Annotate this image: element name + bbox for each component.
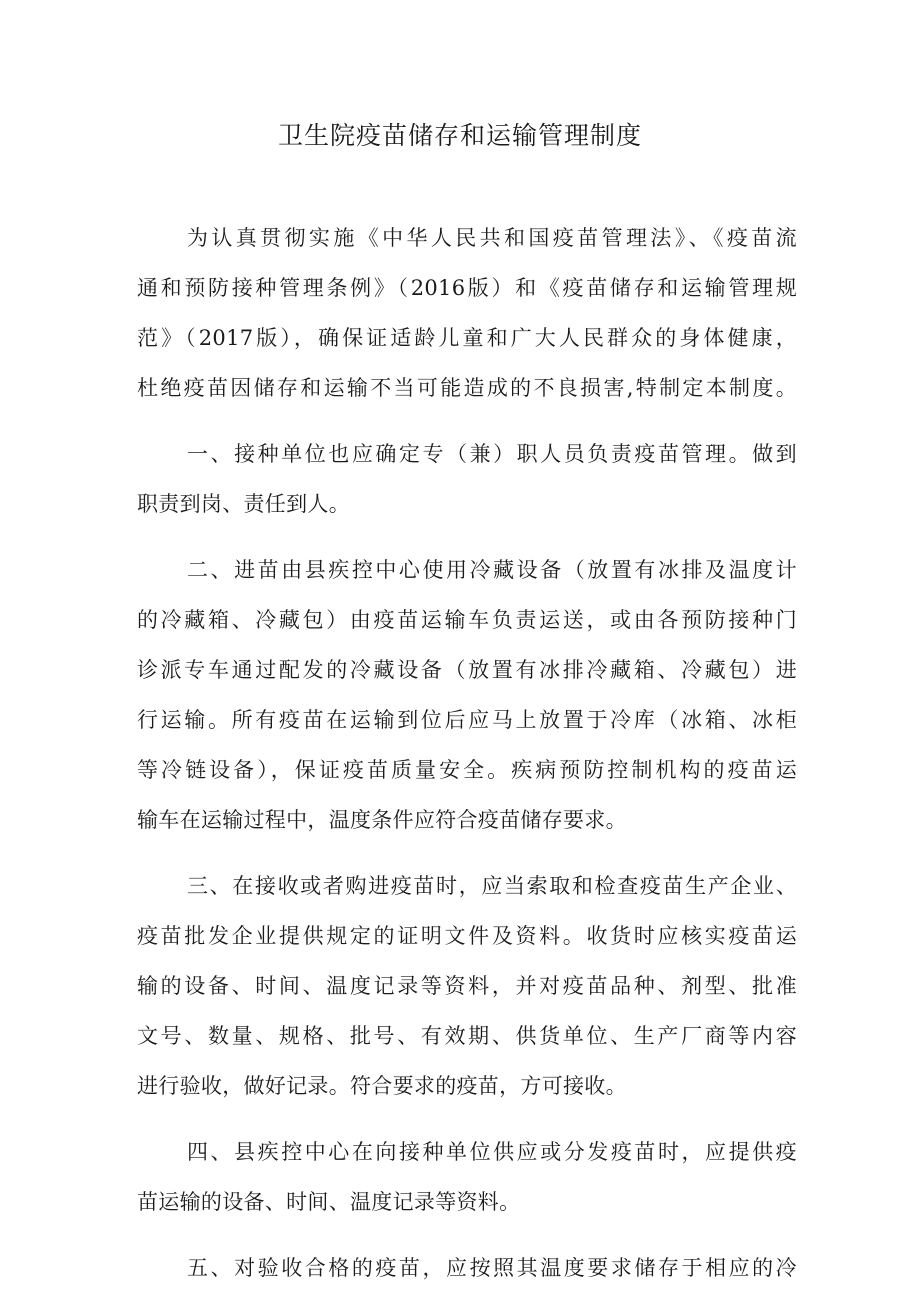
text-line: 杜绝疫苗因储存和运输不当可能造成的不良损害,特制定本制度。 bbox=[137, 376, 797, 400]
text-line: 疫苗批发企业提供规定的证明文件及资料。收货时应核实疫苗运 bbox=[137, 924, 797, 948]
document-title: 卫生院疫苗储存和运输管理制度 bbox=[277, 121, 642, 150]
text-line: 苗运输的设备、时间、温度记录等资料。 bbox=[137, 1190, 521, 1214]
text-line: 一、接种单位也应确定专（兼）职人员负责疫苗管理。做到 bbox=[187, 442, 797, 466]
text-line: 诊派专车通过配发的冷藏设备（放置有冰排冷藏箱、冷藏包）进 bbox=[137, 658, 797, 682]
paragraph-item-4 bbox=[137, 1127, 797, 1227]
text-line: 通和预防接种管理条例》（2016版）和《疫苗储存和运输管理规 bbox=[137, 276, 797, 300]
paragraph-item-2 bbox=[137, 545, 797, 845]
text-line: 三、在接收或者购进疫苗时，应当索取和检查疫苗生产企业、 bbox=[187, 874, 797, 898]
text-line: 的冷藏箱、冷藏包）由疫苗运输车负责运送，或由各预防接种门 bbox=[137, 608, 797, 632]
text-line: 为认真贯彻实施《中华人民共和国疫苗管理法》、《疫苗流 bbox=[187, 226, 797, 250]
text-line: 职责到岗、责任到人。 bbox=[137, 492, 350, 516]
text-line: 文号、数量、规格、批号、有效期、供货单位、生产厂商等内容 bbox=[137, 1024, 797, 1048]
document-body bbox=[137, 213, 797, 1309]
paragraph-item-5 bbox=[137, 1243, 797, 1293]
text-line: 输的设备、时间、温度记录等资料，并对疫苗品种、剂型、批准 bbox=[137, 974, 797, 998]
text-line: 五、对验收合格的疫苗，应按照其温度要求储存于相应的冷 bbox=[187, 1256, 797, 1280]
paragraph-item-1 bbox=[137, 429, 797, 529]
text-line: 输车在运输过程中，温度条件应符合疫苗储存要求。 bbox=[137, 808, 627, 832]
paragraph-item-3 bbox=[137, 861, 797, 1111]
text-line: 进行验收，做好记录。符合要求的疫苗，方可接收。 bbox=[137, 1074, 627, 1098]
text-line: 范》（2017版），确保证适龄儿童和广大人民群众的身体健康， bbox=[137, 326, 797, 350]
text-line: 二、进苗由县疾控中心使用冷藏设备（放置有冰排及温度计 bbox=[187, 558, 797, 582]
text-line: 行运输。所有疫苗在运输到位后应马上放置于冷库（冰箱、冰柜 bbox=[137, 708, 797, 732]
text-line: 等冷链设备），保证疫苗质量安全。疾病预防控制机构的疫苗运 bbox=[137, 758, 797, 782]
text-line: 四、县疾控中心在向接种单位供应或分发疫苗时，应提供疫 bbox=[187, 1140, 797, 1164]
paragraph-intro bbox=[137, 213, 797, 413]
